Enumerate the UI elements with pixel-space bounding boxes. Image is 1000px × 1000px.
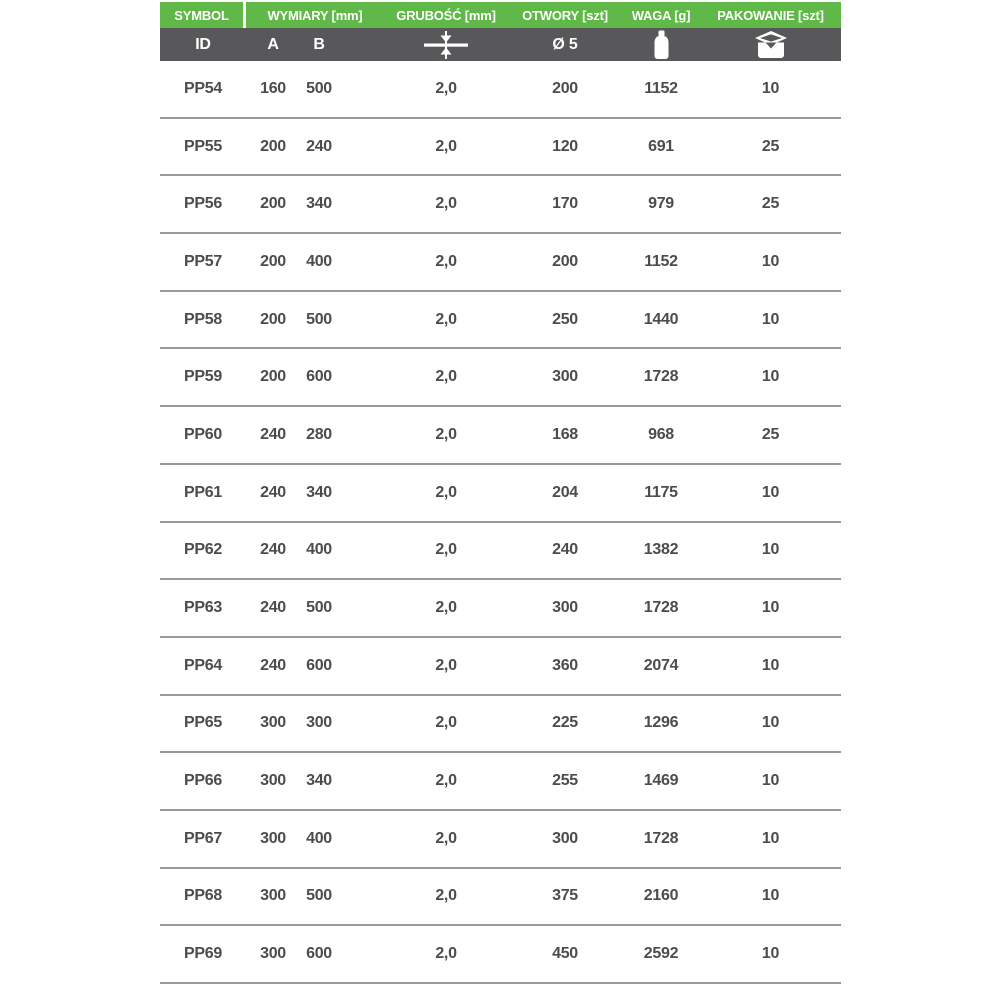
cell-holes: 120 xyxy=(552,137,578,155)
cell-weight: 1152 xyxy=(644,79,678,97)
cell-dim-b: 500 xyxy=(306,310,332,328)
cell-spacer xyxy=(338,580,384,636)
cell-spacer xyxy=(338,523,384,579)
cell-dim-a: 240 xyxy=(260,425,286,443)
cell-symbol: PP67 xyxy=(184,829,222,847)
cell-packing: 10 xyxy=(761,945,780,963)
cell-dim-b: 340 xyxy=(306,483,332,501)
cell-symbol: PP62 xyxy=(184,541,222,559)
table-row xyxy=(160,696,841,754)
table-row xyxy=(160,580,841,638)
cell-spacer xyxy=(338,753,384,809)
cell-thickness: 2,0 xyxy=(435,887,457,905)
cell-weight: 2592 xyxy=(643,945,679,963)
cell-holes: 300 xyxy=(552,368,578,386)
subheader-id: ID xyxy=(195,35,211,53)
cell-dim-b: 600 xyxy=(306,945,332,963)
cell-packing: 10 xyxy=(761,714,780,732)
cell-weight: 1469 xyxy=(643,772,679,790)
cell-spacer xyxy=(338,696,384,752)
cell-dim-a: 240 xyxy=(260,483,286,501)
table-row xyxy=(160,926,841,984)
cell-packing: 10 xyxy=(761,310,780,328)
cell-symbol: PP57 xyxy=(184,252,222,270)
cell-weight: 1152 xyxy=(644,252,678,270)
subheader-hole-diameter: Ø 5 xyxy=(552,35,578,53)
cell-spacer xyxy=(338,349,384,405)
cell-dim-b: 600 xyxy=(306,656,332,674)
cell-packing: 10 xyxy=(761,483,780,501)
cell-weight: 2160 xyxy=(643,887,679,905)
cell-weight: 691 xyxy=(648,137,674,155)
cell-packing: 10 xyxy=(761,252,780,270)
cell-dim-a: 300 xyxy=(260,829,286,847)
cell-dim-a: 300 xyxy=(260,772,286,790)
cell-thickness: 2,0 xyxy=(435,310,457,328)
cell-thickness: 2,0 xyxy=(435,137,457,155)
cell-holes: 204 xyxy=(552,483,578,501)
cell-dim-b: 340 xyxy=(306,195,332,213)
cell-holes: 300 xyxy=(552,829,578,847)
table-row xyxy=(160,176,841,234)
cell-dim-b: 600 xyxy=(306,368,332,386)
cell-holes: 250 xyxy=(552,310,578,328)
cell-dim-b: 340 xyxy=(306,772,332,790)
cell-symbol: PP66 xyxy=(184,772,222,790)
table-header-row xyxy=(160,2,841,28)
cell-dim-b: 400 xyxy=(306,252,332,270)
cell-dim-b: 300 xyxy=(306,714,332,732)
cell-packing: 25 xyxy=(761,195,780,213)
column-header-symbol: SYMBOL xyxy=(160,2,246,28)
cell-thickness: 2,0 xyxy=(435,714,457,732)
cell-symbol: PP69 xyxy=(184,945,222,963)
cell-spacer xyxy=(338,869,384,925)
cell-symbol: PP63 xyxy=(184,599,222,617)
cell-packing: 10 xyxy=(761,541,780,559)
cell-weight: 968 xyxy=(648,425,674,443)
cell-dim-b: 400 xyxy=(306,541,332,559)
cell-holes: 300 xyxy=(552,599,578,617)
cell-symbol: PP64 xyxy=(184,656,222,674)
table-row xyxy=(160,119,841,177)
table-row xyxy=(160,753,841,811)
cell-symbol: PP54 xyxy=(184,79,222,97)
cell-symbol: PP58 xyxy=(184,310,222,328)
cell-dim-a: 240 xyxy=(260,599,286,617)
cell-thickness: 2,0 xyxy=(435,829,457,847)
table-row xyxy=(160,234,841,292)
cell-dim-a: 300 xyxy=(260,945,286,963)
cell-dim-b: 280 xyxy=(306,425,332,443)
cell-dim-b: 400 xyxy=(306,829,332,847)
cell-spacer xyxy=(338,176,384,232)
cell-symbol: PP56 xyxy=(184,195,222,213)
cell-holes: 240 xyxy=(552,541,578,559)
table-row xyxy=(160,869,841,927)
subheader-dim-a: A xyxy=(267,35,279,53)
cell-weight: 1440 xyxy=(643,310,679,328)
cell-packing: 25 xyxy=(761,137,780,155)
cell-spacer xyxy=(338,465,384,521)
cell-packing: 25 xyxy=(761,425,780,443)
column-header-waga: WAGA [g] xyxy=(631,7,691,23)
cell-holes: 168 xyxy=(552,425,578,443)
cell-dim-a: 200 xyxy=(260,310,286,328)
cell-spacer xyxy=(338,638,384,694)
cell-dim-b: 500 xyxy=(306,599,332,617)
table-row xyxy=(160,349,841,407)
cell-thickness: 2,0 xyxy=(435,772,457,790)
cell-weight: 1728 xyxy=(643,829,679,847)
cell-dim-a: 300 xyxy=(260,887,286,905)
cell-symbol: PP65 xyxy=(184,714,222,732)
column-header-otwory: OTWORY [szt] xyxy=(522,7,608,23)
cell-symbol: PP60 xyxy=(184,425,222,443)
cell-dim-b: 500 xyxy=(306,79,332,97)
cell-packing: 10 xyxy=(761,599,780,617)
cell-spacer xyxy=(338,407,384,463)
cell-spacer xyxy=(338,234,384,290)
cell-thickness: 2,0 xyxy=(435,483,457,501)
cell-thickness: 2,0 xyxy=(435,425,457,443)
cell-packing: 10 xyxy=(761,656,780,674)
cell-symbol: PP55 xyxy=(184,137,222,155)
open-box-icon xyxy=(700,28,841,61)
cell-dim-a: 300 xyxy=(260,714,286,732)
thickness-icon xyxy=(384,28,508,61)
cell-weight: 1175 xyxy=(644,483,678,501)
subheader-spacer xyxy=(338,28,384,61)
cell-weight: 1728 xyxy=(643,599,679,617)
cell-thickness: 2,0 xyxy=(435,368,457,386)
cell-packing: 10 xyxy=(761,829,780,847)
cell-holes: 255 xyxy=(552,772,578,790)
cell-dim-a: 240 xyxy=(260,541,286,559)
cell-weight: 1382 xyxy=(643,541,679,559)
cell-thickness: 2,0 xyxy=(435,656,457,674)
cell-dim-b: 500 xyxy=(306,887,332,905)
cell-weight: 979 xyxy=(648,195,674,213)
cell-packing: 10 xyxy=(761,887,780,905)
cell-holes: 225 xyxy=(552,714,578,732)
cell-symbol: PP61 xyxy=(184,483,222,501)
cell-weight: 1728 xyxy=(643,368,679,386)
table-row xyxy=(160,292,841,350)
table-body xyxy=(160,61,841,984)
cell-thickness: 2,0 xyxy=(435,945,457,963)
column-header-grubosc: GRUBOŚĆ [mm] xyxy=(396,7,496,23)
cell-thickness: 2,0 xyxy=(435,599,457,617)
cell-holes: 170 xyxy=(552,195,578,213)
cell-weight: 1296 xyxy=(643,714,679,732)
cell-holes: 375 xyxy=(552,887,578,905)
table-row xyxy=(160,407,841,465)
weight-icon xyxy=(622,28,700,61)
cell-dim-a: 160 xyxy=(260,79,286,97)
cell-dim-a: 200 xyxy=(260,252,286,270)
cell-dim-b: 240 xyxy=(306,137,332,155)
cell-spacer xyxy=(338,119,384,175)
cell-thickness: 2,0 xyxy=(435,79,457,97)
table-row xyxy=(160,523,841,581)
table-row xyxy=(160,811,841,869)
cell-dim-a: 200 xyxy=(260,368,286,386)
cell-thickness: 2,0 xyxy=(435,541,457,559)
cell-packing: 10 xyxy=(761,772,780,790)
cell-holes: 450 xyxy=(552,945,578,963)
table-row xyxy=(160,61,841,119)
cell-weight: 2074 xyxy=(643,656,679,674)
cell-thickness: 2,0 xyxy=(435,252,457,270)
cell-symbol: PP68 xyxy=(184,887,222,905)
cell-thickness: 2,0 xyxy=(435,195,457,213)
cell-spacer xyxy=(338,811,384,867)
column-header-pakowanie: PAKOWANIE [szt] xyxy=(717,7,824,23)
cell-holes: 200 xyxy=(552,79,578,97)
cell-holes: 200 xyxy=(552,252,578,270)
cell-holes: 360 xyxy=(552,656,578,674)
cell-spacer xyxy=(338,292,384,348)
cell-packing: 10 xyxy=(761,368,780,386)
table-subheader-row xyxy=(160,28,841,61)
cell-symbol: PP59 xyxy=(184,368,222,386)
cell-packing: 10 xyxy=(761,79,780,97)
cell-dim-a: 240 xyxy=(260,656,286,674)
product-spec-table xyxy=(160,2,841,984)
subheader-dim-b: B xyxy=(313,35,325,53)
table-row xyxy=(160,465,841,523)
column-header-wymiary: WYMIARY [mm] xyxy=(267,7,363,23)
cell-spacer xyxy=(338,926,384,982)
table-row xyxy=(160,638,841,696)
cell-dim-a: 200 xyxy=(260,195,286,213)
cell-spacer xyxy=(338,61,384,117)
cell-dim-a: 200 xyxy=(260,137,286,155)
